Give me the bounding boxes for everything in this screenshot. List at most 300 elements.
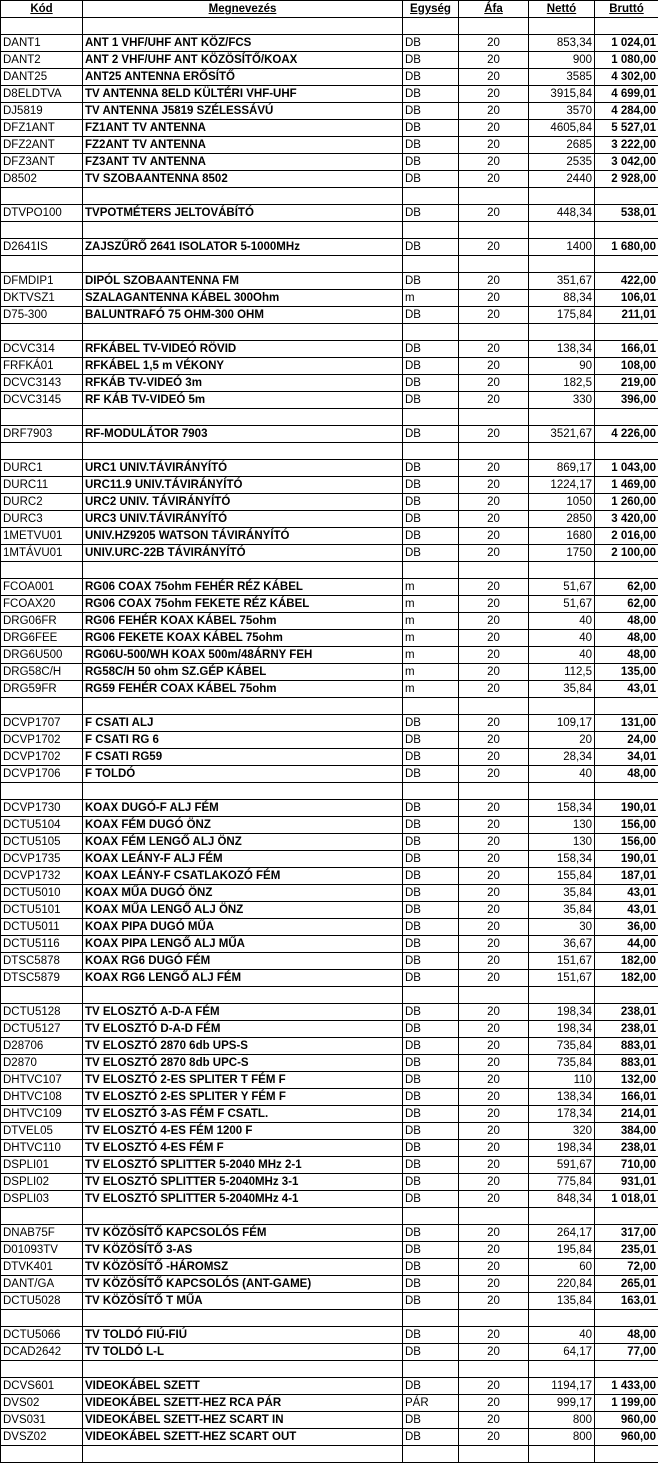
net-price-cell: 151,67 xyxy=(529,970,595,987)
table-row xyxy=(1,783,658,800)
net-price-cell: 1750 xyxy=(529,545,595,562)
code-cell: D01093TV xyxy=(1,1242,83,1259)
unit-cell xyxy=(403,1208,459,1225)
table-row xyxy=(1,1106,658,1123)
name-cell: F TOLDÓ xyxy=(83,766,403,783)
header-gross: Bruttó xyxy=(595,1,658,18)
code-cell: DTVPO100 xyxy=(1,205,83,222)
net-price-cell: 198,34 xyxy=(529,1140,595,1157)
net-price-cell: 2440 xyxy=(529,171,595,188)
code-cell: DCVC314 xyxy=(1,341,83,358)
table-row xyxy=(1,1242,658,1259)
code-cell: DRG58C/H xyxy=(1,664,83,681)
net-price-cell: 28,34 xyxy=(529,749,595,766)
vat-cell: 20 xyxy=(459,1327,529,1344)
unit-cell: DB xyxy=(403,392,459,409)
table-row xyxy=(1,766,658,783)
vat-cell: 20 xyxy=(459,1412,529,1429)
table-row xyxy=(1,1038,658,1055)
net-price-cell: 20 xyxy=(529,732,595,749)
vat-cell xyxy=(459,987,529,1004)
unit-cell: DB xyxy=(403,1055,459,1072)
net-price-cell: 848,34 xyxy=(529,1191,595,1208)
unit-cell: DB xyxy=(403,205,459,222)
vat-cell: 20 xyxy=(459,375,529,392)
name-cell: KOAX RG6 LENGŐ ALJ FÉM xyxy=(83,970,403,987)
name-cell: URC1 UNIV.TÁVIRÁNYÍTÓ xyxy=(83,460,403,477)
vat-cell: 20 xyxy=(459,273,529,290)
net-price-cell: 775,84 xyxy=(529,1174,595,1191)
code-cell xyxy=(1,1208,83,1225)
code-cell: DRG6FEE xyxy=(1,630,83,647)
net-price-cell: 1050 xyxy=(529,494,595,511)
unit-cell xyxy=(403,324,459,341)
unit-cell: DB xyxy=(403,545,459,562)
unit-cell: DB xyxy=(403,477,459,494)
gross-price-cell xyxy=(595,1446,658,1463)
name-cell: KOAX PIPA DUGÓ MŰA xyxy=(83,919,403,936)
name-cell: KOAX MŰA DUGÓ ÖNZ xyxy=(83,885,403,902)
table-row xyxy=(1,324,658,341)
gross-price-cell: 77,00 xyxy=(595,1344,658,1361)
code-cell: DCVP1735 xyxy=(1,851,83,868)
vat-cell: 20 xyxy=(459,477,529,494)
code-cell: DTSC5878 xyxy=(1,953,83,970)
code-cell xyxy=(1,409,83,426)
header-unit: Egység xyxy=(403,1,459,18)
net-price-cell: 51,67 xyxy=(529,579,595,596)
gross-price-cell xyxy=(595,1310,658,1327)
net-price-cell: 151,67 xyxy=(529,953,595,970)
unit-cell: DB xyxy=(403,902,459,919)
unit-cell: DB xyxy=(403,970,459,987)
name-cell: ANT25 ANTENNA ERŐSÍTŐ xyxy=(83,69,403,86)
code-cell: DFZ3ANT xyxy=(1,154,83,171)
gross-price-cell: 34,01 xyxy=(595,749,658,766)
table-row xyxy=(1,443,658,460)
unit-cell: DB xyxy=(403,103,459,120)
name-cell: TV ANTENNA 8ELD KÜLTÉRI VHF-UHF xyxy=(83,86,403,103)
name-cell: TV TOLDÓ L-L xyxy=(83,1344,403,1361)
net-price-cell: 60 xyxy=(529,1259,595,1276)
gross-price-cell: 1 469,00 xyxy=(595,477,658,494)
code-cell: DTSC5879 xyxy=(1,970,83,987)
table-row xyxy=(1,1157,658,1174)
vat-cell: 20 xyxy=(459,341,529,358)
unit-cell xyxy=(403,698,459,715)
table-row xyxy=(1,1140,658,1157)
table-row xyxy=(1,120,658,137)
net-price-cell: 40 xyxy=(529,630,595,647)
net-price-cell: 198,34 xyxy=(529,1021,595,1038)
vat-cell: 20 xyxy=(459,528,529,545)
net-price-cell xyxy=(529,324,595,341)
vat-cell xyxy=(459,256,529,273)
name-cell: TV KÖZÖSÍTŐ -HÁROMSZ xyxy=(83,1259,403,1276)
unit-cell xyxy=(403,256,459,273)
table-row xyxy=(1,596,658,613)
table-row xyxy=(1,817,658,834)
name-cell: TV SZOBAANTENNA 8502 xyxy=(83,171,403,188)
name-cell: RG59 FEHÉR COAX KÁBEL 75ohm xyxy=(83,681,403,698)
name-cell: TV ANTENNA J5819 SZÉLESSÁVÚ xyxy=(83,103,403,120)
code-cell: DCTU5066 xyxy=(1,1327,83,1344)
net-price-cell: 64,17 xyxy=(529,1344,595,1361)
gross-price-cell: 2 016,00 xyxy=(595,528,658,545)
net-price-cell: 40 xyxy=(529,613,595,630)
unit-cell: DB xyxy=(403,919,459,936)
gross-price-cell: 1 680,00 xyxy=(595,239,658,256)
vat-cell xyxy=(459,1310,529,1327)
vat-cell: 20 xyxy=(459,800,529,817)
vat-cell: 20 xyxy=(459,154,529,171)
net-price-cell: 35,84 xyxy=(529,681,595,698)
vat-cell: 20 xyxy=(459,239,529,256)
unit-cell: DB xyxy=(403,120,459,137)
unit-cell: DB xyxy=(403,1038,459,1055)
gross-price-cell: 24,00 xyxy=(595,732,658,749)
vat-cell: 20 xyxy=(459,1038,529,1055)
table-row xyxy=(1,630,658,647)
gross-price-cell: 384,00 xyxy=(595,1123,658,1140)
name-cell: F CSATI RG59 xyxy=(83,749,403,766)
vat-cell: 20 xyxy=(459,613,529,630)
vat-cell: 20 xyxy=(459,1259,529,1276)
table-row xyxy=(1,1327,658,1344)
gross-price-cell: 960,00 xyxy=(595,1412,658,1429)
name-cell: KOAX RG6 DUGÓ FÉM xyxy=(83,953,403,970)
vat-cell: 20 xyxy=(459,511,529,528)
net-price-cell: 109,17 xyxy=(529,715,595,732)
gross-price-cell: 62,00 xyxy=(595,596,658,613)
code-cell: DCTU5101 xyxy=(1,902,83,919)
unit-cell: DB xyxy=(403,732,459,749)
vat-cell: 20 xyxy=(459,290,529,307)
vat-cell: 20 xyxy=(459,460,529,477)
gross-price-cell: 163,01 xyxy=(595,1293,658,1310)
code-cell: DFZ1ANT xyxy=(1,120,83,137)
name-cell: UNIV.URC-22B TÁVIRÁNYÍTÓ xyxy=(83,545,403,562)
net-price-cell xyxy=(529,18,595,35)
vat-cell: 20 xyxy=(459,1276,529,1293)
vat-cell: 20 xyxy=(459,1225,529,1242)
code-cell: DRG59FR xyxy=(1,681,83,698)
unit-cell: m xyxy=(403,579,459,596)
vat-cell: 20 xyxy=(459,817,529,834)
table-row xyxy=(1,732,658,749)
gross-price-cell: 422,00 xyxy=(595,273,658,290)
net-price-cell: 800 xyxy=(529,1429,595,1446)
vat-cell: 20 xyxy=(459,69,529,86)
vat-cell xyxy=(459,1446,529,1463)
gross-price-cell: 48,00 xyxy=(595,1327,658,1344)
name-cell: TV ELOSZTÓ 3-AS FÉM F CSATL. xyxy=(83,1106,403,1123)
gross-price-cell: 214,01 xyxy=(595,1106,658,1123)
unit-cell: DB xyxy=(403,1089,459,1106)
net-price-cell: 198,34 xyxy=(529,1004,595,1021)
header-code: Kód xyxy=(1,1,83,18)
vat-cell xyxy=(459,443,529,460)
table-row xyxy=(1,18,658,35)
code-cell: DCTU5028 xyxy=(1,1293,83,1310)
table-row xyxy=(1,987,658,1004)
name-cell: KOAX FÉM DUGÓ ÖNZ xyxy=(83,817,403,834)
net-price-cell xyxy=(529,1310,595,1327)
table-row xyxy=(1,1446,658,1463)
name-cell: ZAJSZŰRŐ 2641 ISOLATOR 5-1000MHz xyxy=(83,239,403,256)
code-cell: 1METVU01 xyxy=(1,528,83,545)
gross-price-cell: 48,00 xyxy=(595,630,658,647)
table-row xyxy=(1,800,658,817)
table-row xyxy=(1,1208,658,1225)
code-cell: 1MTÁVU01 xyxy=(1,545,83,562)
unit-cell: m xyxy=(403,647,459,664)
unit-cell: DB xyxy=(403,800,459,817)
table-row xyxy=(1,562,658,579)
code-cell: DCVC3145 xyxy=(1,392,83,409)
code-cell: DHTVC109 xyxy=(1,1106,83,1123)
name-cell: KOAX MŰA LENGŐ ALJ ÖNZ xyxy=(83,902,403,919)
unit-cell: m xyxy=(403,630,459,647)
table-row xyxy=(1,426,658,443)
net-price-cell: 90 xyxy=(529,358,595,375)
name-cell xyxy=(83,1310,403,1327)
vat-cell: 20 xyxy=(459,103,529,120)
unit-cell: DB xyxy=(403,358,459,375)
name-cell: TV ELOSZTÓ 2870 8db UPC-S xyxy=(83,1055,403,1072)
gross-price-cell: 156,00 xyxy=(595,834,658,851)
name-cell xyxy=(83,1208,403,1225)
code-cell xyxy=(1,18,83,35)
vat-cell: 20 xyxy=(459,1242,529,1259)
code-cell: DFZ2ANT xyxy=(1,137,83,154)
name-cell xyxy=(83,256,403,273)
gross-price-cell: 2 100,00 xyxy=(595,545,658,562)
unit-cell: DB xyxy=(403,1174,459,1191)
unit-cell: DB xyxy=(403,1293,459,1310)
net-price-cell xyxy=(529,987,595,1004)
name-cell: TV ELOSZTÓ 2-ES SPLITER T FÉM F xyxy=(83,1072,403,1089)
gross-price-cell: 1 260,00 xyxy=(595,494,658,511)
vat-cell: 20 xyxy=(459,1055,529,1072)
vat-cell: 20 xyxy=(459,1429,529,1446)
net-price-cell: 1194,17 xyxy=(529,1378,595,1395)
vat-cell: 20 xyxy=(459,630,529,647)
name-cell: TV KÖZÖSÍTŐ KAPCSOLÓS FÉM xyxy=(83,1225,403,1242)
code-cell: DCTU5011 xyxy=(1,919,83,936)
gross-price-cell xyxy=(595,256,658,273)
code-cell: DCVP1732 xyxy=(1,868,83,885)
gross-price-cell: 43,01 xyxy=(595,885,658,902)
table-row xyxy=(1,970,658,987)
name-cell: TV ELOSZTÓ 2-ES SPLITER Y FÉM F xyxy=(83,1089,403,1106)
net-price-cell: 158,34 xyxy=(529,800,595,817)
name-cell: RFKÁBEL TV-VIDEÓ RÖVID xyxy=(83,341,403,358)
name-cell: FZ3ANT TV ANTENNA xyxy=(83,154,403,171)
table-row xyxy=(1,902,658,919)
unit-cell xyxy=(403,222,459,239)
vat-cell: 20 xyxy=(459,426,529,443)
table-row xyxy=(1,477,658,494)
table-row xyxy=(1,953,658,970)
gross-price-cell: 44,00 xyxy=(595,936,658,953)
unit-cell xyxy=(403,188,459,205)
vat-cell: 20 xyxy=(459,1395,529,1412)
name-cell xyxy=(83,324,403,341)
vat-cell: 20 xyxy=(459,1344,529,1361)
code-cell: FRFKÁ01 xyxy=(1,358,83,375)
vat-cell: 20 xyxy=(459,953,529,970)
gross-price-cell: 48,00 xyxy=(595,766,658,783)
name-cell: RF KÁB TV-VIDEÓ 5m xyxy=(83,392,403,409)
unit-cell: DB xyxy=(403,35,459,52)
code-cell xyxy=(1,562,83,579)
net-price-cell: 138,34 xyxy=(529,341,595,358)
name-cell xyxy=(83,987,403,1004)
vat-cell xyxy=(459,1208,529,1225)
name-cell: F CSATI ALJ xyxy=(83,715,403,732)
net-price-cell: 999,17 xyxy=(529,1395,595,1412)
gross-price-cell: 238,01 xyxy=(595,1140,658,1157)
name-cell: FZ1ANT TV ANTENNA xyxy=(83,120,403,137)
vat-cell: 20 xyxy=(459,868,529,885)
gross-price-cell: 106,01 xyxy=(595,290,658,307)
table-row xyxy=(1,885,658,902)
vat-cell: 20 xyxy=(459,902,529,919)
gross-price-cell: 3 420,00 xyxy=(595,511,658,528)
gross-price-cell: 1 043,00 xyxy=(595,460,658,477)
header-net: Nettó xyxy=(529,1,595,18)
gross-price-cell: 265,01 xyxy=(595,1276,658,1293)
unit-cell: DB xyxy=(403,1072,459,1089)
code-cell: DCVP1702 xyxy=(1,732,83,749)
table-row xyxy=(1,851,658,868)
unit-cell: DB xyxy=(403,1276,459,1293)
gross-price-cell: 36,00 xyxy=(595,919,658,936)
name-cell: RFKÁB TV-VIDEÓ 3m xyxy=(83,375,403,392)
unit-cell: DB xyxy=(403,1123,459,1140)
gross-price-cell: 219,00 xyxy=(595,375,658,392)
unit-cell: DB xyxy=(403,885,459,902)
gross-price-cell: 5 527,01 xyxy=(595,120,658,137)
gross-price-cell: 396,00 xyxy=(595,392,658,409)
table-row xyxy=(1,392,658,409)
net-price-cell xyxy=(529,443,595,460)
table-row xyxy=(1,1004,658,1021)
code-cell xyxy=(1,324,83,341)
vat-cell: 20 xyxy=(459,664,529,681)
table-row xyxy=(1,1191,658,1208)
name-cell: TV TOLDÓ FIÚ-FIÚ xyxy=(83,1327,403,1344)
gross-price-cell: 1 080,00 xyxy=(595,52,658,69)
name-cell: TV ELOSZTÓ 4-ES FÉM F xyxy=(83,1140,403,1157)
net-price-cell xyxy=(529,1361,595,1378)
vat-cell: 20 xyxy=(459,1123,529,1140)
gross-price-cell: 538,01 xyxy=(595,205,658,222)
unit-cell xyxy=(403,18,459,35)
unit-cell: DB xyxy=(403,817,459,834)
code-cell: DCTU5104 xyxy=(1,817,83,834)
code-cell xyxy=(1,1361,83,1378)
name-cell: KOAX LEÁNY-F CSATLAKOZÓ FÉM xyxy=(83,868,403,885)
name-cell: VIDEOKÁBEL SZETT xyxy=(83,1378,403,1395)
unit-cell xyxy=(403,409,459,426)
net-price-cell: 138,34 xyxy=(529,1089,595,1106)
net-price-cell: 195,84 xyxy=(529,1242,595,1259)
net-price-cell: 130 xyxy=(529,817,595,834)
code-cell: DSPLI01 xyxy=(1,1157,83,1174)
net-price-cell: 40 xyxy=(529,1327,595,1344)
name-cell xyxy=(83,562,403,579)
code-cell: DCTU5127 xyxy=(1,1021,83,1038)
unit-cell: DB xyxy=(403,749,459,766)
gross-price-cell: 62,00 xyxy=(595,579,658,596)
net-price-cell xyxy=(529,783,595,800)
table-row xyxy=(1,1259,658,1276)
net-price-cell: 178,34 xyxy=(529,1106,595,1123)
vat-cell: 20 xyxy=(459,1072,529,1089)
table-row xyxy=(1,35,658,52)
vat-cell: 20 xyxy=(459,392,529,409)
vat-cell xyxy=(459,188,529,205)
unit-cell: DB xyxy=(403,1157,459,1174)
name-cell: TV KÖZÖSÍTŐ 3-AS xyxy=(83,1242,403,1259)
unit-cell: DB xyxy=(403,511,459,528)
net-price-cell: 88,34 xyxy=(529,290,595,307)
name-cell: KOAX FÉM LENGŐ ALJ ÖNZ xyxy=(83,834,403,851)
name-cell: KOAX PIPA LENGŐ ALJ MŰA xyxy=(83,936,403,953)
unit-cell: DB xyxy=(403,273,459,290)
unit-cell: DB xyxy=(403,86,459,103)
table-row xyxy=(1,1310,658,1327)
net-price-cell: 3570 xyxy=(529,103,595,120)
net-price-cell: 40 xyxy=(529,647,595,664)
unit-cell: PÁR xyxy=(403,1395,459,1412)
gross-price-cell: 182,00 xyxy=(595,970,658,987)
net-price-cell: 351,67 xyxy=(529,273,595,290)
name-cell: FZ2ANT TV ANTENNA xyxy=(83,137,403,154)
table-row xyxy=(1,86,658,103)
code-cell: DCVS601 xyxy=(1,1378,83,1395)
table-row xyxy=(1,528,658,545)
vat-cell: 20 xyxy=(459,86,529,103)
table-row xyxy=(1,1055,658,1072)
name-cell xyxy=(83,1361,403,1378)
code-cell: DRG06FR xyxy=(1,613,83,630)
net-price-cell: 51,67 xyxy=(529,596,595,613)
code-cell: D75-300 xyxy=(1,307,83,324)
net-price-cell xyxy=(529,409,595,426)
name-cell: BALUNTRAFÓ 75 OHM-300 OHM xyxy=(83,307,403,324)
table-row xyxy=(1,1276,658,1293)
vat-cell xyxy=(459,409,529,426)
code-cell: DANT25 xyxy=(1,69,83,86)
gross-price-cell: 883,01 xyxy=(595,1055,658,1072)
unit-cell: DB xyxy=(403,239,459,256)
vat-cell: 20 xyxy=(459,307,529,324)
table-row xyxy=(1,1174,658,1191)
table-row xyxy=(1,579,658,596)
gross-price-cell xyxy=(595,987,658,1004)
vat-cell: 20 xyxy=(459,936,529,953)
name-cell: UNIV.HZ9205 WATSON TÁVIRÁNYÍTÓ xyxy=(83,528,403,545)
name-cell: TV KÖZÖSÍTŐ T MŰA xyxy=(83,1293,403,1310)
table-row xyxy=(1,137,658,154)
table-row xyxy=(1,460,658,477)
table-row xyxy=(1,1429,658,1446)
table-row xyxy=(1,239,658,256)
code-cell: DVS031 xyxy=(1,1412,83,1429)
